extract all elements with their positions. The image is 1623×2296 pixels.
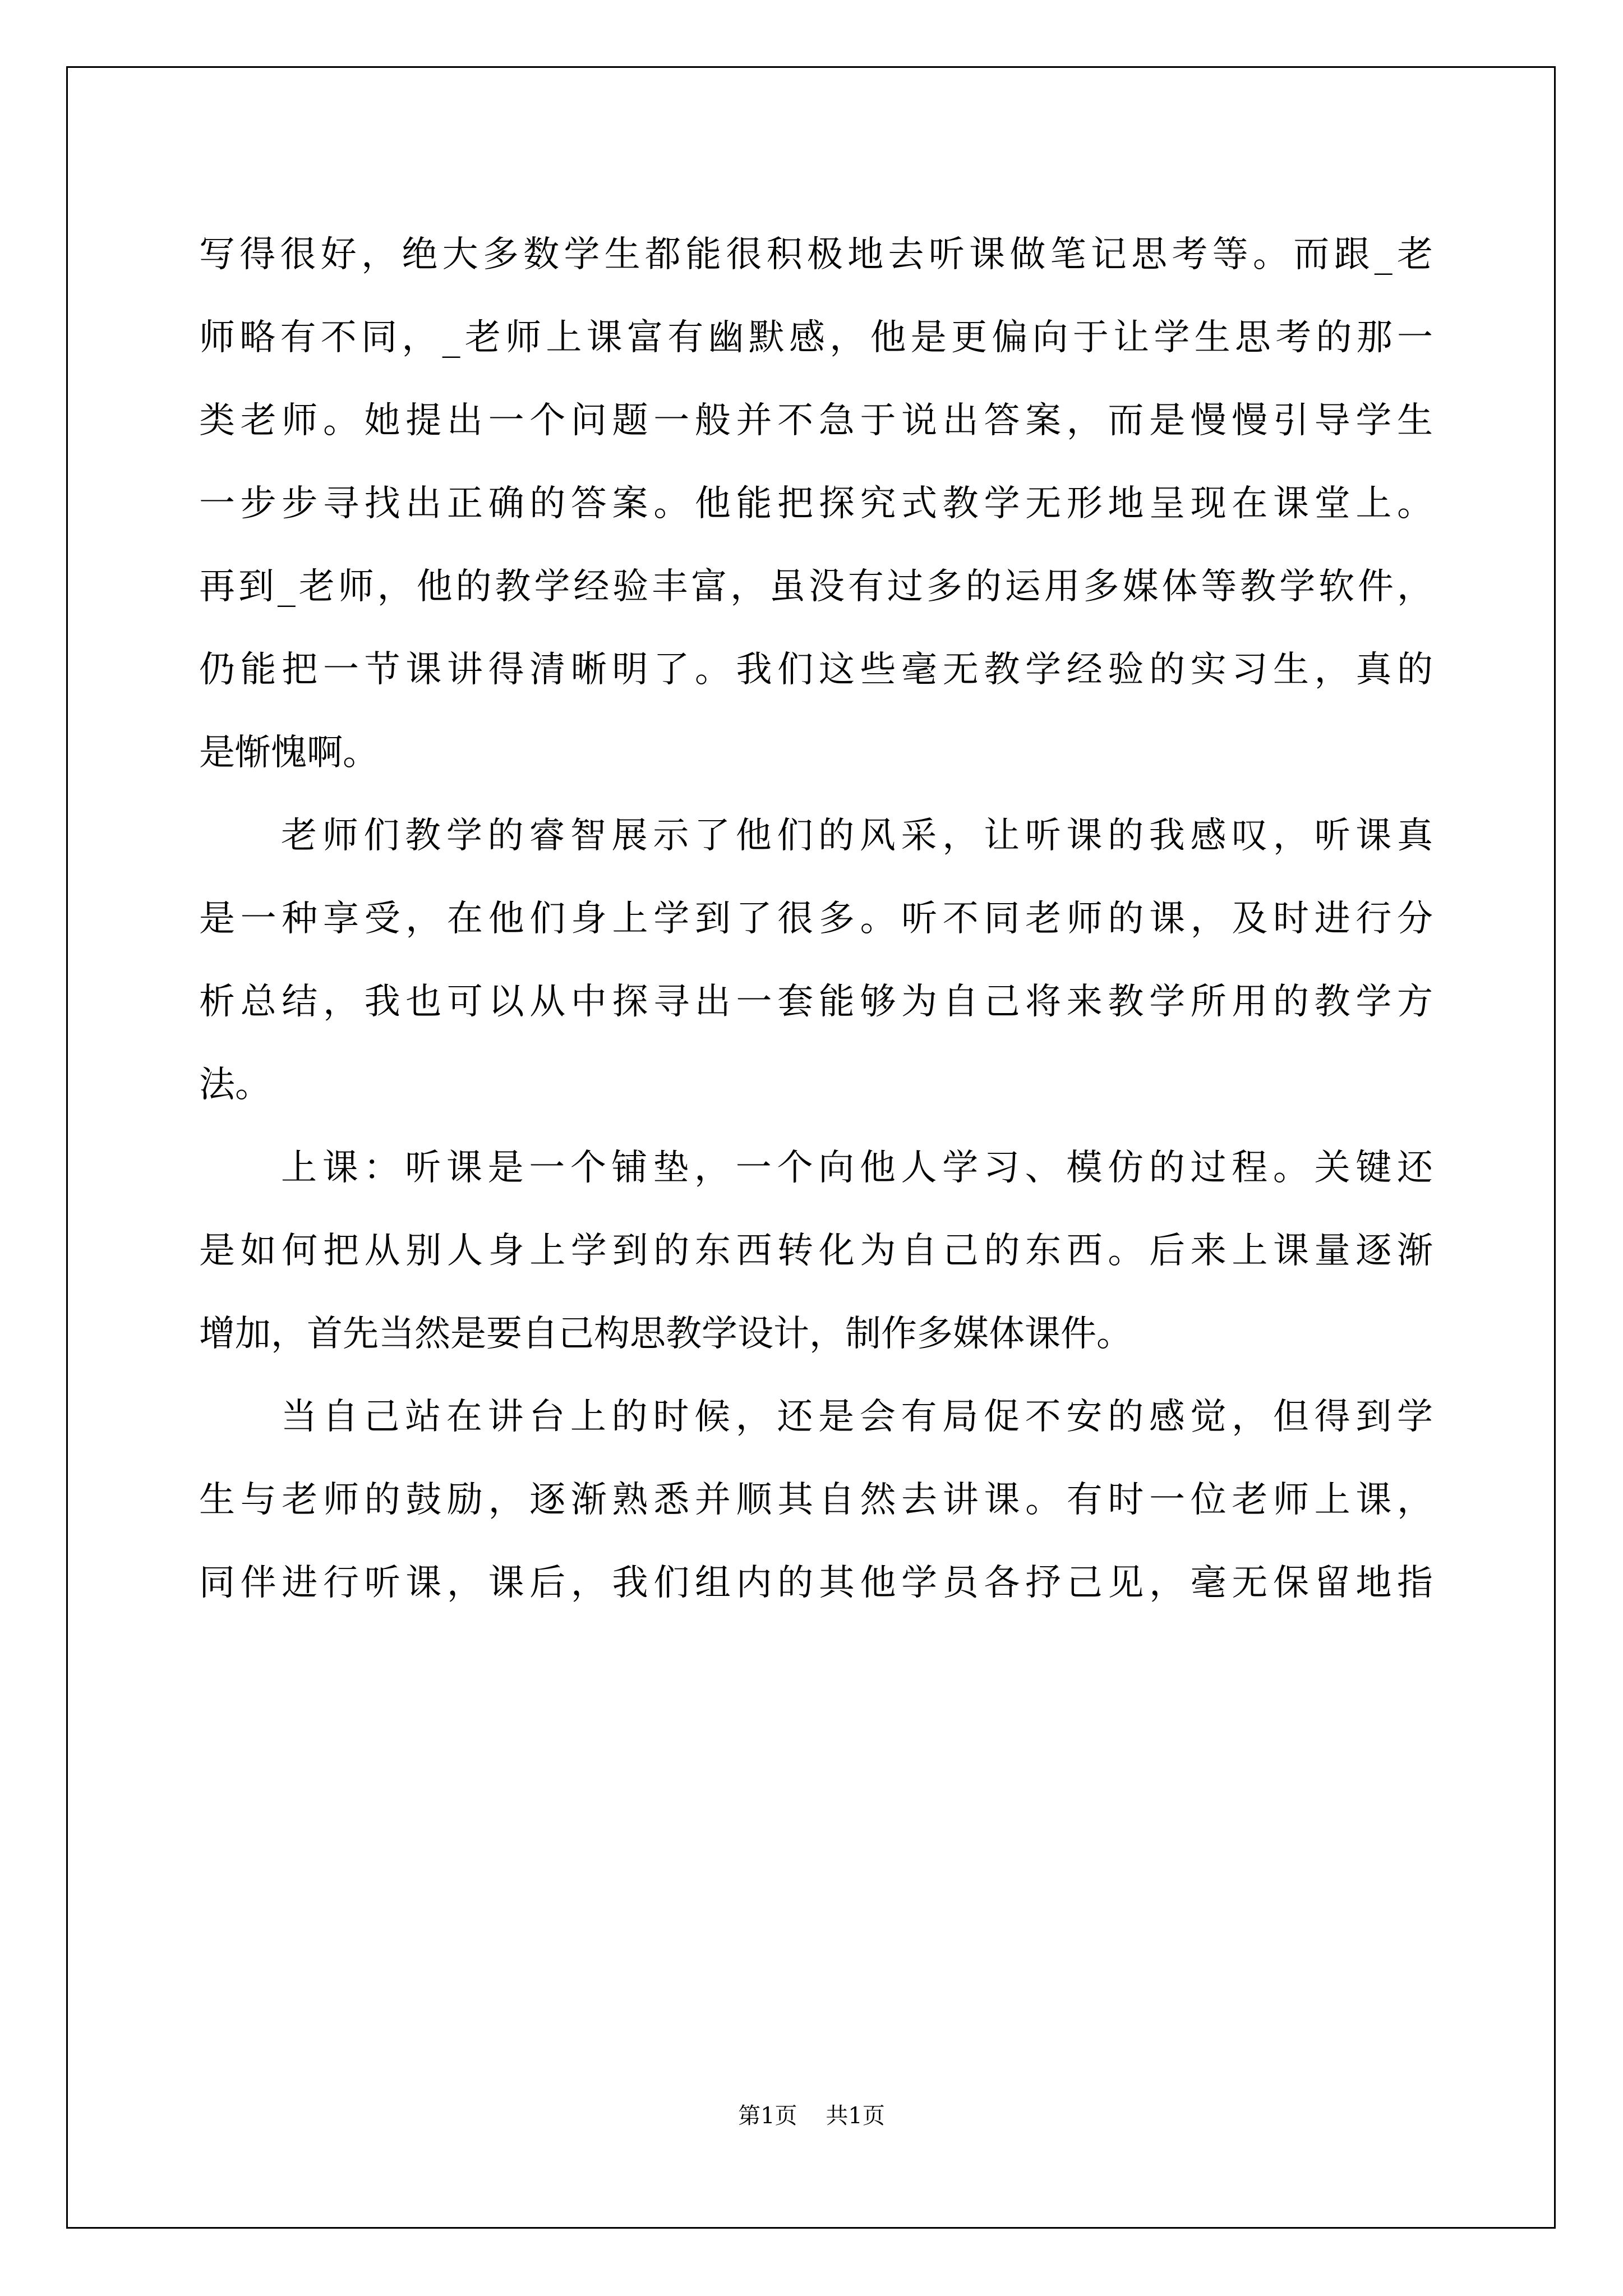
document-body (199, 213, 1433, 1625)
text-line: 当自己站在讲台上的时候，还是会有局促不安的感觉，但得到学 (281, 1396, 1433, 1438)
text-line: 是如何把从别人身上学到的东西转化为自己的东西。后来上课量逐渐 (199, 1230, 1433, 1272)
text-line: 写得很好，绝大多数学生都能很积极地去听课做笔记思考等。而跟_老 (199, 234, 1433, 275)
text-line: 仍能把一节课讲得清晰明了。我们这些毫无教学经验的实习生，真的 (199, 649, 1433, 691)
text-line: 同伴进行听课，课后，我们组内的其他学员各抒己见，毫无保留地指 (199, 1562, 1433, 1604)
text-line: 法。 (199, 1064, 271, 1106)
text-line: 再到_老师，他的教学经验丰富，虽没有过多的运用多媒体等教学软件， (199, 566, 1433, 608)
text-line: 上课：听课是一个铺垫，一个向他人学习、模仿的过程。关键还 (281, 1147, 1433, 1189)
text-line: 增加，首先当然是要自己构思教学设计，制作多媒体课件。 (199, 1313, 1132, 1355)
text-line: 生与老师的鼓励，逐渐熟悉并顺其自然去讲课。有时一位老师上课， (199, 1479, 1433, 1521)
text-line: 类老师。她提出一个问题一般并不急于说出答案，而是慢慢引导学生 (199, 400, 1433, 441)
text-line: 老师们教学的睿智展示了他们的风采，让听课的我感叹，听课真 (281, 815, 1433, 857)
text-line: 是惭愧啊。 (199, 732, 379, 774)
text-line: 是一种享受，在他们身上学到了很多。听不同老师的课，及时进行分 (199, 898, 1433, 940)
page-footer: 第1页 共1页 (738, 2103, 885, 2129)
text-line: 析总结，我也可以从中探寻出一套能够为自己将来教学所用的教学方 (199, 981, 1433, 1023)
text-line: 师略有不同，_老师上课富有幽默感，他是更偏向于让学生思考的那一 (199, 317, 1433, 358)
text-line: 一步步寻找出正确的答案。他能把探究式教学无形地呈现在课堂上。 (199, 483, 1433, 524)
